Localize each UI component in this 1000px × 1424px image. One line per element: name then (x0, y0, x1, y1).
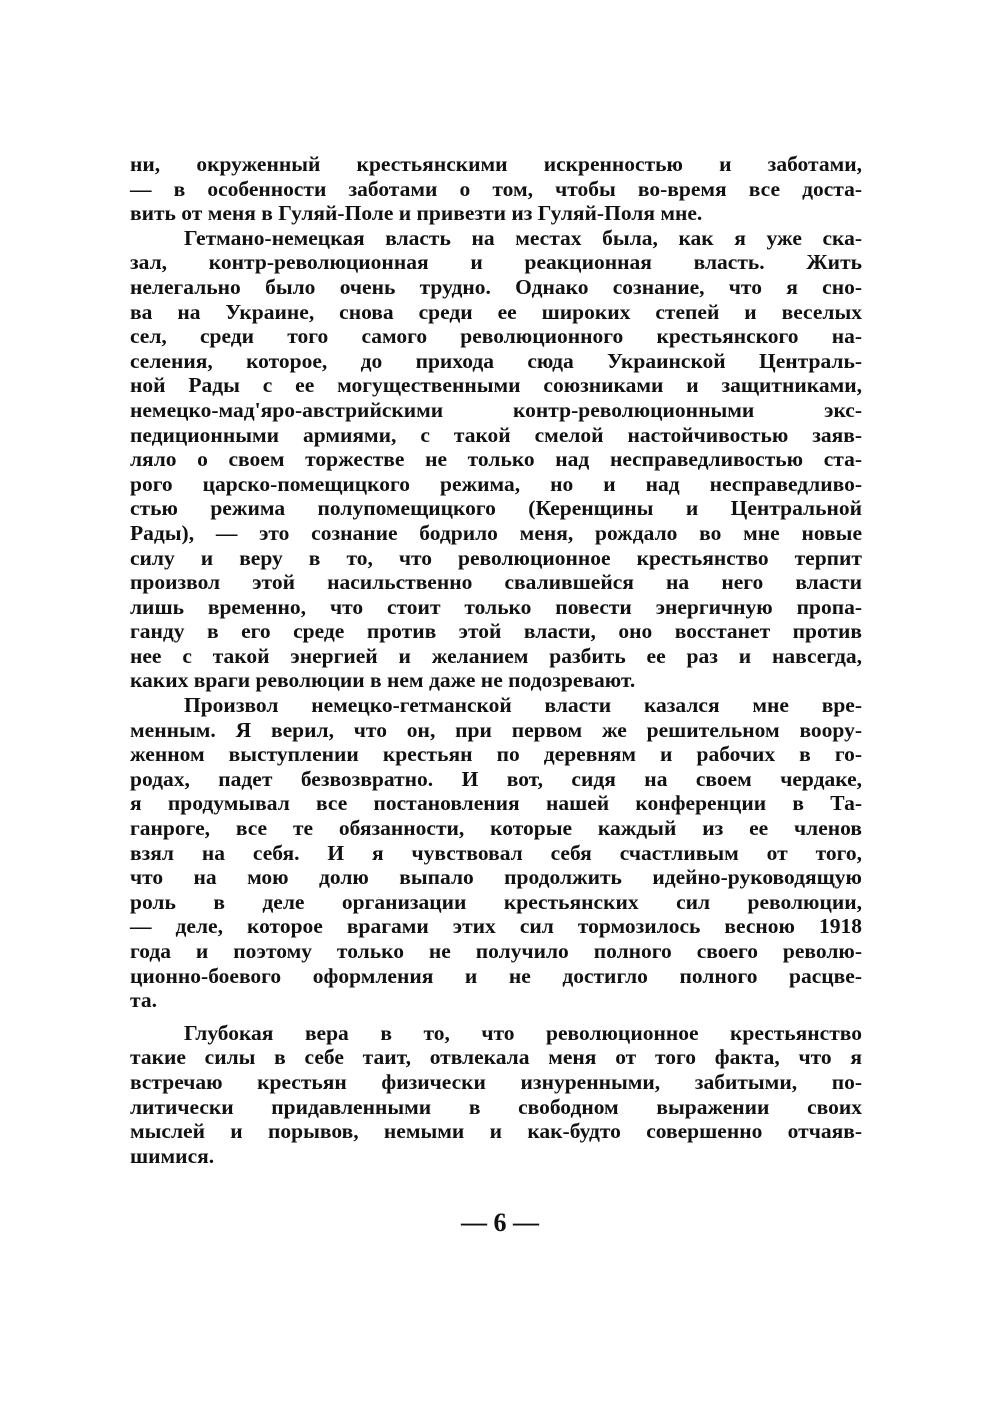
text-line: литически придавленными в свободном выражении своих (130, 1094, 862, 1119)
text-line: мыслей и порывов, немыми и как-будто совершенно отчаяв- (130, 1119, 862, 1144)
text-line: Глубокая вера в то, что революционное крестьянство (184, 1020, 862, 1045)
text-line: — в особенности заботами о том, чтобы во-время все доста- (130, 176, 862, 201)
text-line: силу и веру в то, что революционное крестьянство терпит (130, 545, 862, 570)
paragraph-3 (130, 693, 862, 1013)
text-line: роль в деле организации крестьянских сил революции, (130, 889, 862, 914)
text-line: зал, контр-революционная и реакционная власть. Жить (130, 250, 862, 275)
text-line: менным. Я верил, что он, при первом же решительном воору- (130, 717, 862, 742)
text-line: педиционными армиями, с такой смелой настойчивостью заяв- (130, 422, 862, 447)
text-line: немецко-мад'яро-австрийскими контр-революционными экс- (130, 397, 862, 422)
text-line: года и поэтому только не получило полного своего револю- (130, 939, 862, 963)
text-line: встречаю крестьян физически изнуренными, забитыми, по- (130, 1069, 862, 1094)
text-line: ной Рады с ее могущественными союзниками и защитниками, (130, 373, 862, 398)
text-line: нее с такой энергией и желанием разбить ее раз и навсегда, (130, 643, 862, 668)
page-text (130, 152, 862, 1168)
text-line: ганроге, все те обязанности, которые каждый из ее членов (130, 816, 862, 841)
text-line: ганду в его среде против этой власти, оно восстанет против (130, 619, 862, 644)
paragraph-1 (130, 152, 862, 226)
text-line: женном выступлении крестьян по деревням и рабочих в го- (130, 742, 862, 767)
text-line: — деле, которое врагами этих сил тормозилось весною 1918 (130, 914, 862, 939)
text-line: ляло о своем торжестве не только над несправедливостью ста- (130, 447, 862, 472)
text-line: Произвол немецко-гетманской власти казался мне вре- (184, 693, 862, 718)
text-line: родах, падет безвозвратно. И вот, сидя на своем чердаке, (130, 766, 862, 791)
page-number: — 6 — (461, 1208, 539, 1237)
text-line: что на мою долю выпало продолжить идейно-руководящую (130, 865, 862, 890)
text-line: Рады), — это сознание бодрило меня, рождало во мне новые (130, 520, 862, 545)
text-line: я продумывал все постановления нашей конференции в Та- (130, 791, 862, 816)
text-line: шимися. (130, 1143, 215, 1168)
text-line: сел, среди того самого революционного крестьянского на- (130, 324, 862, 349)
text-line: ционно-боевого оформления и не достигло полного расцве- (130, 963, 862, 988)
paragraph-4 (130, 1021, 862, 1169)
text-line: такие силы в себе таит, отвлекала меня от того факта, что я (130, 1045, 862, 1070)
text-line: ни, окруженный крестьянскими искренностью и заботами, (130, 152, 862, 176)
text-line: стью режима полупомещицкого (Керенщины и Центральной (130, 496, 862, 521)
text-line: Гетмано-немецкая власть на местах была, как я уже ска- (184, 225, 862, 250)
text-line: лишь временно, что стоит только повести энергичную пропа- (130, 594, 862, 619)
text-line: каких враги революции в нем даже не подозревают. (130, 668, 636, 693)
text-line: рого царско-помещицкого режима, но и над несправедливо- (130, 471, 862, 496)
text-line: селения, которое, до прихода сюда Украинской Централь- (130, 348, 862, 373)
paragraph-2 (130, 226, 862, 693)
text-line: вить от меня в Гуляй-Поле и привезти из Гуляй-Поля мне. (130, 201, 703, 226)
text-line: та. (130, 988, 157, 1013)
text-line: произвол этой насильственно свалившейся на него власти (130, 570, 862, 595)
text-line: взял на себя. И я чувствовал себя счастливым от того, (130, 840, 862, 865)
text-line: нелегально было очень трудно. Однако сознание, что я сно- (130, 274, 862, 299)
text-line: ва на Украине, снова среди ее широких степей и веселых (130, 299, 862, 324)
